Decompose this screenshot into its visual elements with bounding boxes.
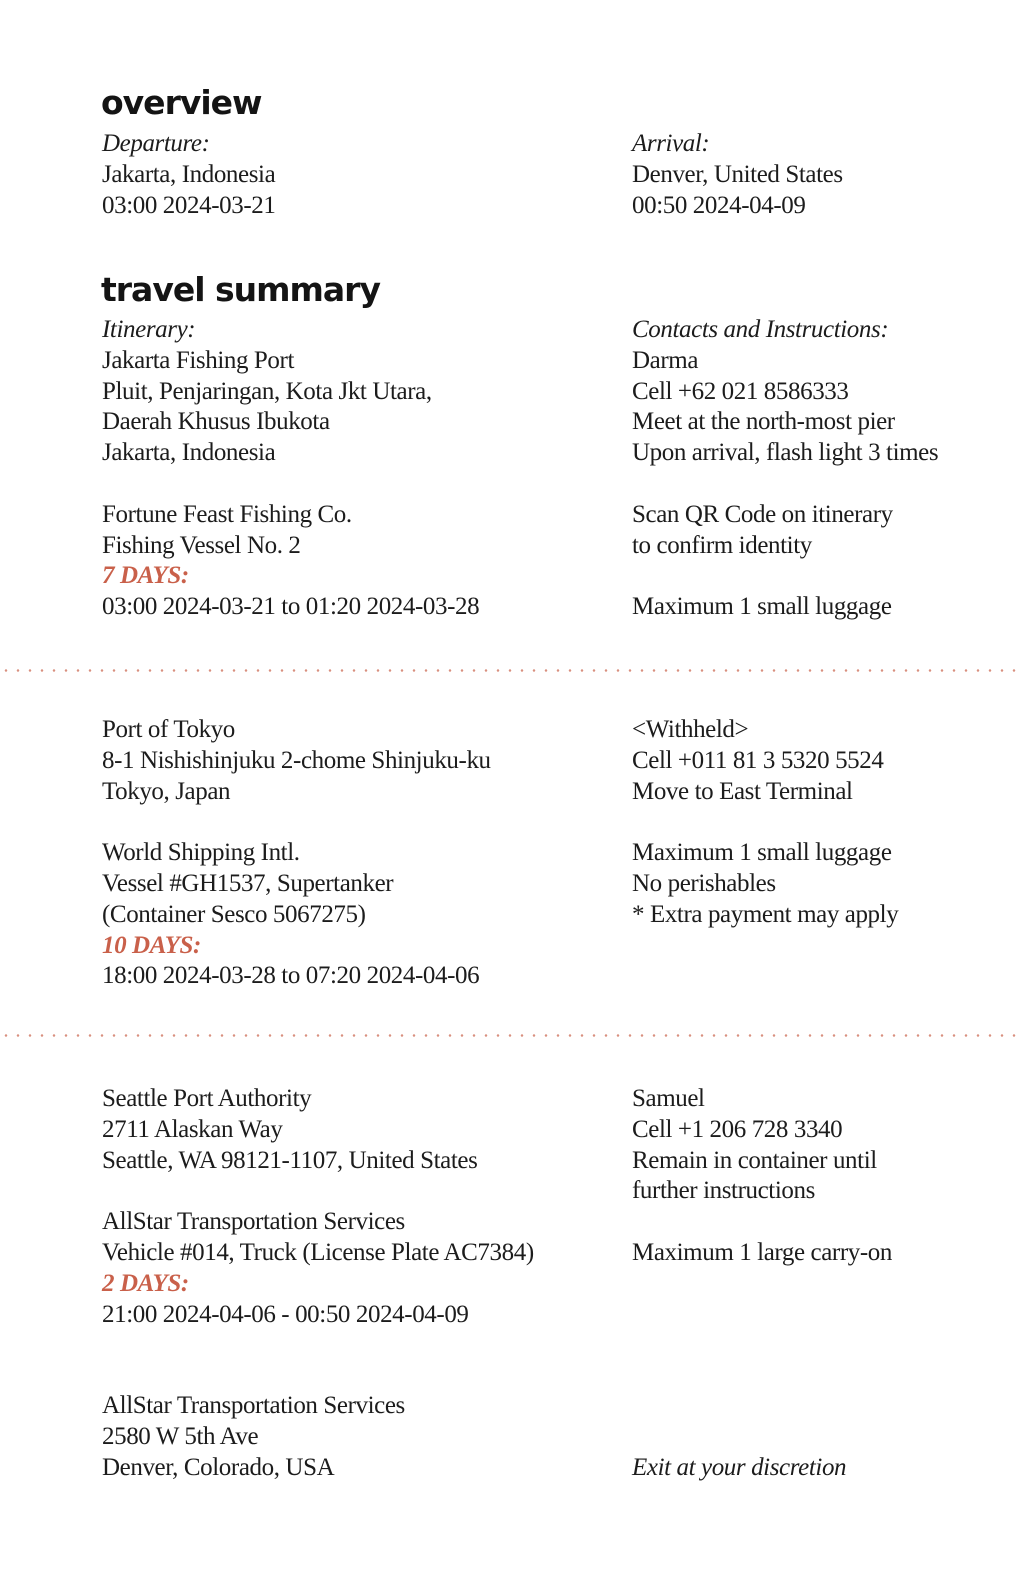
leg-1-location-line: Jakarta, Indonesia: [102, 439, 276, 467]
leg-3-schedule: 21:00 2024-04-06 - 00:50 2024-04-09: [102, 1300, 469, 1328]
leg-2-contact-line: Move to East Terminal: [632, 777, 853, 805]
dotted-divider: [0, 669, 1023, 672]
leg-2-location-line: Port of Tokyo: [102, 716, 235, 743]
leg-1-contact-line: Darma: [632, 346, 699, 374]
leg-2-contacts: [632, 715, 898, 931]
arrival-time: 00:50 2024-04-09: [632, 191, 806, 219]
leg-1-location-line: Pluit, Penjaringan, Kota Jkt Utara,: [102, 377, 432, 405]
travel-summary-heading: travel summary: [101, 270, 380, 309]
leg-3-duration: 2 DAYS:: [102, 1269, 189, 1297]
departure-label: Departure:: [102, 130, 210, 157]
departure-place: Jakarta, Indonesia: [102, 160, 276, 188]
leg-2-carrier-line: World Shipping Intl.: [102, 839, 300, 867]
leg-1-schedule: 03:00 2024-03-21 to 01:20 2024-03-28: [102, 593, 480, 621]
leg-1-luggage: Maximum 1 small luggage: [632, 593, 892, 621]
leg-1-duration: 7 DAYS:: [102, 562, 189, 590]
overview-heading: overview: [101, 83, 262, 122]
leg-1-location-line: Jakarta Fishing Port: [102, 346, 294, 374]
leg-2-itinerary: [102, 715, 491, 992]
leg-3-contact-line: Cell +1 206 728 3340: [632, 1115, 843, 1143]
leg-3-luggage: Maximum 1 large carry-on: [632, 1238, 892, 1266]
final-location-line: Denver, Colorado, USA: [102, 1453, 335, 1481]
final-destination: [102, 1391, 405, 1483]
leg-2-duration: 10 DAYS:: [102, 931, 201, 959]
leg-2-carrier-line: (Container Sesco 5067275): [102, 900, 366, 928]
final-note: Exit at your discretion: [632, 1454, 847, 1481]
leg-2-location-line: 8-1 Nishishinjuku 2-chome Shinjuku-ku: [102, 746, 491, 774]
leg-2-schedule: 18:00 2024-03-28 to 07:20 2024-04-06: [102, 962, 480, 990]
leg-3-carrier-line: AllStar Transportation Services: [102, 1208, 405, 1236]
arrival-block: [632, 129, 843, 221]
leg-1-contacts: [632, 315, 938, 623]
arrival-label: Arrival:: [632, 130, 710, 157]
leg-1-contact-line: Cell +62 021 8586333: [632, 377, 849, 405]
leg-3-location-line: 2711 Alaskan Way: [102, 1115, 283, 1143]
leg-3-location-line: Seattle, WA 98121-1107, United States: [102, 1146, 478, 1174]
itinerary-label: Itinerary:: [102, 316, 196, 343]
final-location-line: 2580 W 5th Ave: [102, 1422, 259, 1450]
leg-1-contact-line: Meet at the north-most pier: [632, 408, 895, 436]
leg-2-instruction-line: No perishables: [632, 869, 776, 897]
leg-3-contact-line: further instructions: [632, 1177, 815, 1205]
dotted-divider: [0, 1034, 1023, 1037]
contacts-label: Contacts and Instructions:: [632, 316, 889, 343]
leg-1-contact-line: Upon arrival, flash light 3 times: [632, 439, 939, 467]
final-location-line: AllStar Transportation Services: [102, 1392, 405, 1419]
leg-3-location-line: Seattle Port Authority: [102, 1085, 312, 1112]
leg-1-carrier-line: Fortune Feast Fishing Co.: [102, 500, 352, 528]
leg-2-contact-line: <Withheld>: [632, 716, 749, 743]
arrival-place: Denver, United States: [632, 160, 843, 188]
leg-1-carrier-line: Fishing Vessel No. 2: [102, 531, 301, 559]
leg-2-location-line: Tokyo, Japan: [102, 777, 231, 805]
leg-1-instruction-line: Scan QR Code on itinerary: [632, 500, 893, 528]
leg-3-contact-line: Samuel: [632, 1085, 705, 1112]
leg-2-instruction-line: Maximum 1 small luggage: [632, 839, 892, 867]
leg-1-location-line: Daerah Khusus Ibukota: [102, 408, 330, 436]
departure-time: 03:00 2024-03-21: [102, 191, 276, 219]
leg-3-itinerary: [102, 1084, 534, 1330]
leg-2-instruction-line: * Extra payment may apply: [632, 900, 899, 928]
leg-1-instruction-line: to confirm identity: [632, 531, 812, 559]
leg-3-contacts: [632, 1084, 892, 1269]
leg-3-contact-line: Remain in container until: [632, 1146, 877, 1174]
leg-2-carrier-line: Vessel #GH1537, Supertanker: [102, 869, 394, 897]
departure-block: [102, 129, 275, 221]
leg-2-contact-line: Cell +011 81 3 5320 5524: [632, 746, 884, 774]
leg-3-carrier-line: Vehicle #014, Truck (License Plate AC7384): [102, 1238, 534, 1266]
leg-1-itinerary: [102, 315, 479, 623]
